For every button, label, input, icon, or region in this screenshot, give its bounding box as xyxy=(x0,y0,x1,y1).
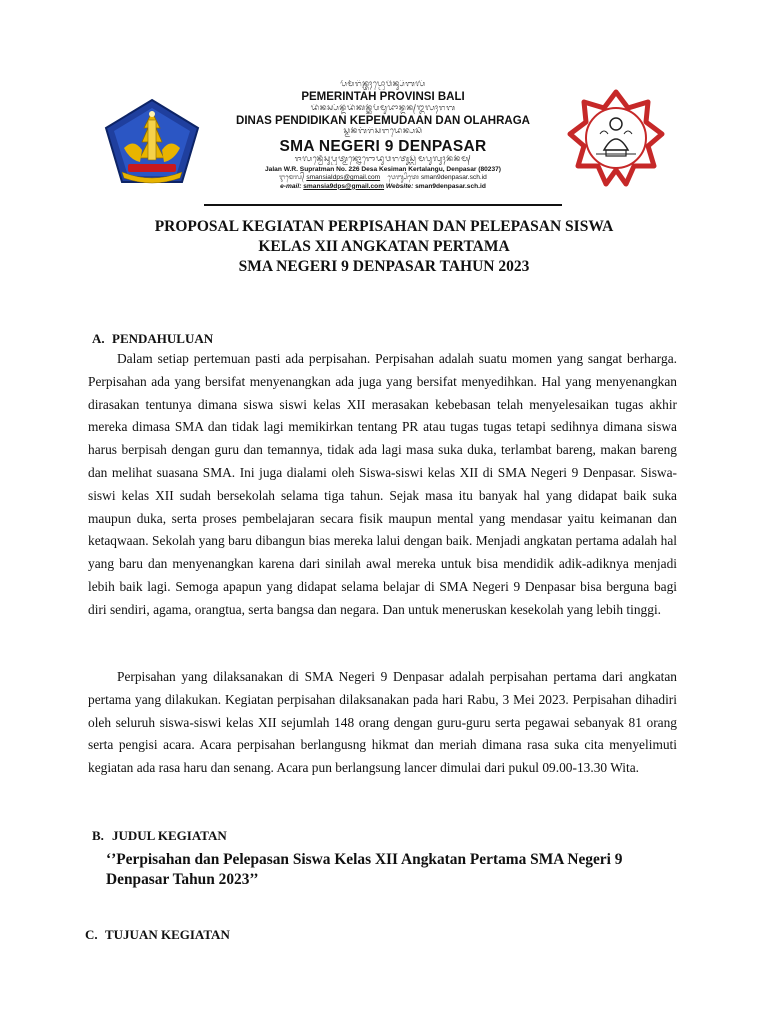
balinese-web-label: ᬯᬾᬩ᭄ᬲᬶᬢᬾ xyxy=(387,174,419,182)
contact-line xyxy=(204,184,562,191)
section-heading-pendahuluan xyxy=(92,331,213,347)
balinese-script-agency: ᬤᬶᬦᬲ᭄ᬧᭂᬦ᭄ᬤᬶᬤᬶᬓᬦ᭄ᬓᭂᬧᭂᬫᬸᬤᬵᬦ᭄ᬤᬦ᭄ᬑᬮᬄᬭᬕ xyxy=(310,103,456,112)
website-label: Website: xyxy=(385,182,414,190)
title-line-2: KELAS XII ANGKATAN PERTAMA xyxy=(258,238,510,255)
balinese-script-province: ᬧᭂᬫᭂᬭᬶᬦ᭄ᬢᬄᬧ᭄ᬭᭀᬯᬶᬦ᭄ᬲᬶᬩᬮᬶ xyxy=(340,80,426,88)
section-title: PENDAHULUAN xyxy=(112,331,214,346)
contact-line-balinese xyxy=(204,175,562,182)
section-heading-tujuan-kegiatan xyxy=(85,927,230,943)
email-link[interactable]: smansia9dps@gmail.com xyxy=(303,182,385,190)
balinese-script-school: ᬲ᭄ᬫᬦᭂᬕᭂᬭᬶᬲᬗᬤᬾᬦ᭄ᬧᬲᬃ xyxy=(343,127,423,135)
agency-name: DINAS PENDIDIKAN KEPEMUDAAN DAN OLAHRAGA xyxy=(236,114,530,127)
bali-province-emblem-icon xyxy=(104,98,200,184)
proposal-title xyxy=(0,217,768,277)
paragraph-introduction-2: Perpisahan yang dilaksanakan di SMA Negeri 9 Denpasar adalah perpisahan pertama dari angkatan pertama yang dilakukan. Kegiatan perpisahan dilaksanakan pada hari Rabu, 3 Mei 2023. Perpisahan dihadiri oleh seluruh siswa-siswi kelas XII sejumlah 148 orang dengan guru-guru serta pegawai sebanyak 81 orang serta pengisi acara. Acara perpisahan berlangusng hikmat dan meriah dimana rasa suka cita menyelimuti kegiatan ada rasa haru dan senang. Acara pun berlangsung lancer dimulai dari pukul 09.00-13.30 Wita. xyxy=(88,669,677,776)
balinese-mail-label: ᬇᬫᬾᬮ᭄ xyxy=(279,174,305,182)
title-line-1: PROPOSAL KEGIATAN PERPISAHAN DAN PELEPASAN SISWA xyxy=(154,218,614,235)
paragraph-introduction-1: Dalam setiap pertemuan pasti ada perpisahan. Perpisahan adalah suatu momen yang sangat berharga. Perpisahan ada yang bersifat menyenangkan ada juga yang bersifat menyedihkan. Hal yang menyenangkan dirasakan tentunya dimana siswa siswi kelas XII merasakan kebebasan telah menyelesaikan tugas akhir mereka dimasa SMA dan tidak lagi memikirkan tentang PR atau tugas tugas tetapi sedihnya dimana siswa harus berpisah dengan guru dan temannya, tidak ada lagi masa suka duka, terlambat bareng, makan bareng dan melihat suasana SMA. Ini juga dialami oleh Siswa-siswi kelas XII di SMA Negeri 9 Denpasar. Siswa-siswi kelas XII sudah bersekolah selama tiga tahun. Sejak masa itu banyak hal yang didapat baik suka maupun duka, serta proses pembelajaran secara fisik maupun mental yang mendasar yaitu keimanan dan ketaqwaan. Sekolah yang baru dibangun bias mereka lalui dengan baik. Menjadi angkatan pertama adalah hal yang baru dan menyenangkan karena dari sinilah awal mereka untuk bisa mendidik adik-adiknya menjadi lebih baik lagi. Semoga apapun yang didapat selama belajar di SMA Negeri 9 Denpasar bisa berguna bagi diri sendiri, agama, orangtua, serta bangsa dan negara. Dan untuk meneruskan kesekolah yang lebih tinggi. xyxy=(88,351,677,617)
website-link[interactable]: sman9denpasar.sch.id xyxy=(415,182,486,190)
contact-email-link[interactable]: smansiaIdps@gmail.com xyxy=(306,174,381,182)
section-letter: C. xyxy=(85,927,98,942)
section-letter: B. xyxy=(92,828,104,843)
title-line-3: SMA NEGERI 9 DENPASAR TAHUN 2023 xyxy=(238,258,530,275)
province-name: PEMERINTAH PROVINSI BALI xyxy=(301,91,465,103)
school-name: SMA NEGERI 9 DENPASAR xyxy=(279,138,487,155)
school-address: Jalan W.R. Supratman No. 226 Desa Kesiman Kertalangu, Denpasar (80237) xyxy=(265,165,501,173)
school-emblem-icon xyxy=(566,88,666,188)
section-heading-judul-kegiatan xyxy=(92,828,227,844)
balinese-script-address: ᬚᬮᬦ᭄ᬯᬾᬃᬲᬸᬧ᭄ᬭᬢ᭄ᬫᬦ᭄ᬦᭀᬭᭀᬤᬸᬯᬭᬢᬸᬲ᭄ᬮᬶᬫᬧᬸᬮᬸᬄᬦᭂᬦᭂᬫ᭄ xyxy=(294,154,472,163)
section-title: JUDUL KEGIATAN xyxy=(112,828,227,843)
letterhead xyxy=(104,80,666,208)
contact-website-text: sman9denpasar.sch.id xyxy=(420,174,487,182)
section-title: TUJUAN KEGIATAN xyxy=(105,927,230,942)
activity-title: ‘’Perpisahan dan Pelepasan Siswa Kelas XII Angkatan Pertama SMA Negeri 9 Denpasar Tahun 2023’’ xyxy=(106,851,623,888)
letterhead-divider xyxy=(204,204,562,206)
section-letter: A. xyxy=(92,331,105,346)
email-label: e-mail: xyxy=(280,182,302,190)
